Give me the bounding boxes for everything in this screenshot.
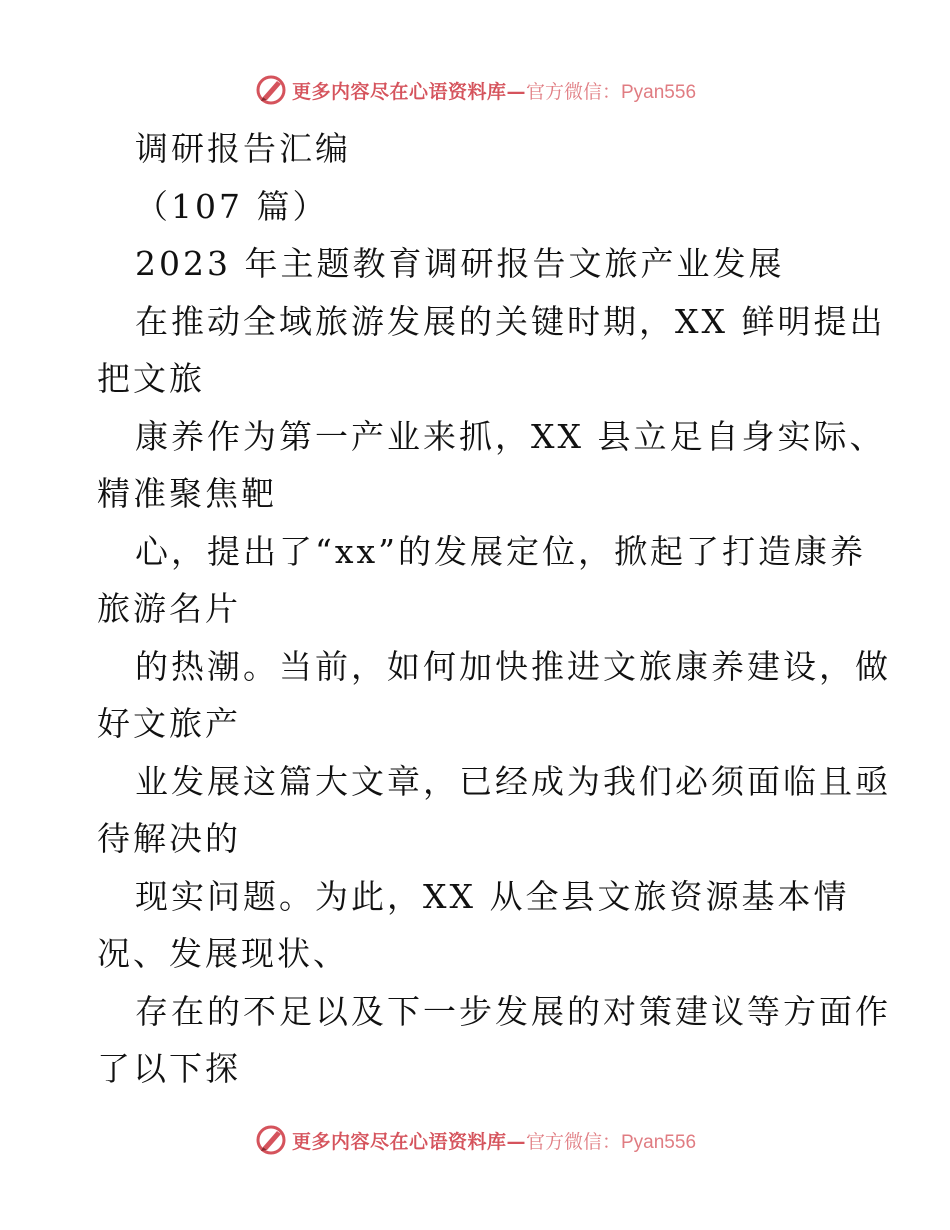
text-line: 业发展这篇大文章，已经成为我们必须面临且亟 (135, 761, 891, 801)
pen-logo-icon (254, 73, 288, 107)
text-line: 调研报告汇编 (135, 129, 351, 168)
text-line: （107 篇） (135, 186, 329, 226)
text-line: 待解决的 (97, 819, 241, 858)
watermark-footer (0, 1122, 950, 1158)
watermark-text: 更多内容尽在心语资料库— (291, 80, 526, 103)
pen-logo-icon (254, 1123, 288, 1157)
watermark-header (0, 72, 950, 108)
text-line: 精准聚焦靶 (97, 474, 277, 513)
text-line: 在推动全域旅游发展的关键时期，XX 鲜明提出 (135, 301, 886, 341)
text-line: 旅游名片 (97, 589, 241, 628)
text-line: 好文旅产 (97, 704, 241, 743)
text-line: 了以下探 (97, 1049, 241, 1088)
watermark-contact: 官方微信：Pyan556 (526, 81, 697, 103)
text-line: 的热潮。当前，如何加快推进文旅康养建设，做 (135, 646, 891, 686)
text-line: 心，提出了“xx”的发展定位，掀起了打造康养 (135, 531, 866, 571)
watermark-contact: 官方微信：Pyan556 (526, 1131, 697, 1153)
watermark-text: 更多内容尽在心语资料库— (291, 1130, 526, 1153)
text-line: 2023 年主题教育调研报告文旅产业发展 (135, 244, 785, 283)
text-line: 把文旅 (97, 359, 205, 398)
document-body (97, 120, 891, 1098)
text-line: 存在的不足以及下一步发展的对策建议等方面作 (135, 991, 891, 1031)
text-line: 况、发展现状、 (97, 934, 349, 973)
text-line: 康养作为第一产业来抓，XX 县立足自身实际、 (135, 416, 886, 456)
text-line: 现实问题。为此，XX 从全县文旅资源基本情 (135, 876, 850, 916)
